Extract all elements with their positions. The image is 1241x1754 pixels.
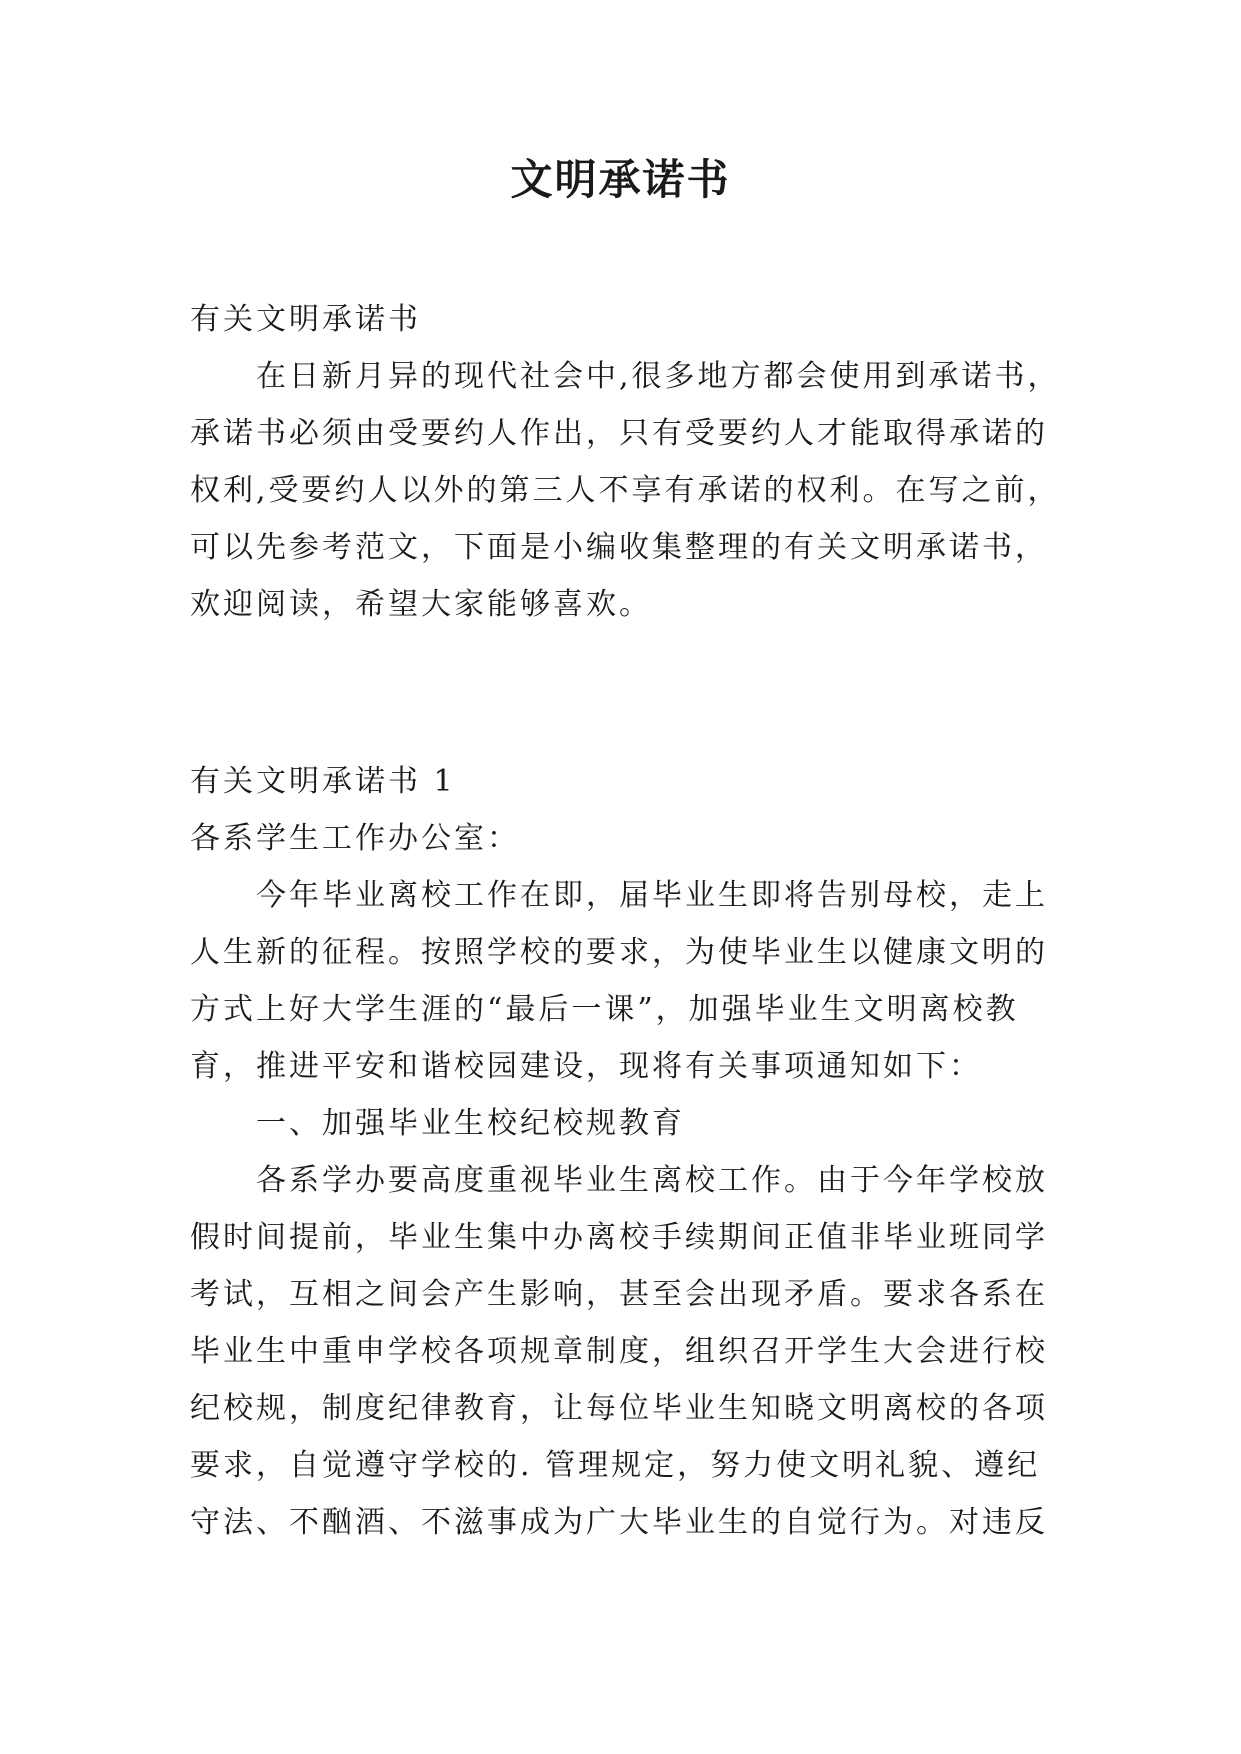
subheading: 一、加强毕业生校纪校规教育	[256, 1106, 685, 1141]
paragraph-line: 毕业生中重申学校各项规章制度，组织召开学生大会进行校	[190, 1334, 1048, 1369]
paragraph-line: 守法、不酗酒、不滋事成为广大毕业生的自觉行为。对违反	[190, 1505, 1048, 1540]
paragraph-line: 育，推进平安和谐校园建设，现将有关事项通知如下：	[190, 1049, 982, 1084]
intro-paragraph-line: 可以先参考范文，下面是小编收集整理的有关文明承诺书，	[190, 530, 1048, 565]
intro-paragraph-line: 承诺书必须由受要约人作出，只有受要约人才能取得承诺的	[190, 416, 1048, 451]
salutation: 各系学生工作办公室：	[190, 821, 520, 856]
paragraph-line: 人生新的征程。按照学校的要求，为使毕业生以健康文明的	[190, 935, 1048, 970]
paragraph-line: 要求，自觉遵守学校的. 管理规定，努力使文明礼貌、遵纪	[190, 1448, 1041, 1483]
intro-section	[190, 291, 1070, 633]
paragraph-line: 假时间提前，毕业生集中办离校手续期间正值非毕业班同学	[190, 1220, 1048, 1255]
section-heading: 有关文明承诺书 1	[190, 764, 456, 799]
intro-heading: 有关文明承诺书	[190, 302, 421, 337]
paragraph-line: 今年毕业离校工作在即，届毕业生即将告别母校，走上	[256, 878, 1048, 913]
intro-paragraph-line: 在日新月异的现代社会中,很多地方都会使用到承诺书，	[256, 359, 1061, 394]
document-title: 文明承诺书	[510, 155, 731, 204]
paragraph-line: 纪校规，制度纪律教育，让每位毕业生知晓文明离校的各项	[190, 1391, 1048, 1426]
paragraph-line: 各系学办要高度重视毕业生离校工作。由于今年学校放	[256, 1163, 1048, 1198]
paragraph-line: 考试，互相之间会产生影响，甚至会出现矛盾。要求各系在	[190, 1277, 1048, 1312]
section-one	[190, 753, 1070, 1551]
intro-paragraph-line: 欢迎阅读，希望大家能够喜欢。	[190, 587, 652, 622]
paragraph-line: 方式上好大学生涯的“最后一课”，加强毕业生文明离校教	[190, 992, 1019, 1027]
intro-paragraph-line: 权利,受要约人以外的第三人不享有承诺的权利。在写之前，	[190, 473, 1061, 508]
